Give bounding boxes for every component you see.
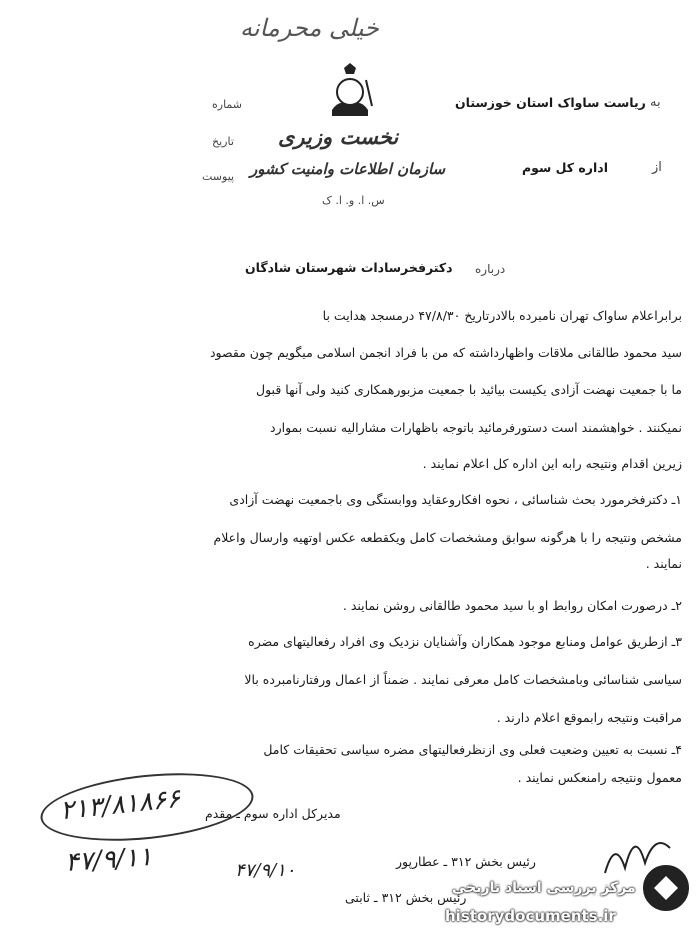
- item-1-line-3: نمایند .: [645, 556, 682, 571]
- watermark-line-1: مرکز بررسی اسناد تاریخی: [452, 880, 636, 896]
- label-date: تاریخ: [212, 135, 234, 148]
- lion-and-sun-emblem-icon: [322, 62, 378, 122]
- label-number: شماره: [212, 98, 243, 111]
- label-subject: درباره: [475, 262, 506, 276]
- body-line-2: سید محمود طالقانی ملاقات واظهارداشته که من با فراد انجمن اسلامی میگویم چون مقصود: [209, 345, 682, 360]
- item-3-line-2: سیاسی شناسائی وبامشخصات کامل معرفی نمایند . ضمناً از اعمال ورفتارنامبرده بالا: [244, 672, 682, 687]
- item-3-line-3: مراقبت ونتیجه رابموقع اعلام دارند .: [496, 710, 682, 725]
- label-attachment: پیوست: [202, 170, 235, 183]
- body-line-1: برابراعلام ساواک تهران نامبرده بالادرتاریخ ۴۷/۸/۳۰ درمسجد هدایت با: [322, 308, 682, 323]
- to-value: ریاست ساواک استان خوزستان: [455, 95, 646, 110]
- header-line-2: سازمان اطلاعات وامنیت کشور: [250, 160, 446, 178]
- body-line-4: نمیکنند . خواهشمند است دستورفرمائید باتوجه باظهارات مشارالیه نسبت بموارد: [270, 420, 682, 435]
- handwritten-date-note: ۴۷/۹/۱۰: [235, 860, 296, 881]
- body-line-5: زیرین اقدام ونتیجه رابه این اداره کل اعلام نمایند .: [422, 456, 682, 471]
- from-value: اداره کل سوم: [522, 160, 608, 175]
- department-head: رئیس بخش ۳۱۲ ـ عطارپور: [396, 854, 536, 869]
- body-line-3: ما با جمعیت نهضت آزادی یکیست بیائید با جمعیت مزبورهمکاری کنید ولی آنها قبول: [256, 382, 682, 397]
- header-code: س. ا. و. ا. ک: [322, 194, 385, 207]
- watermark-logo-icon: [640, 862, 692, 914]
- item-1-line-1: ۱ـ دکترفخرمورد بحث شناسائی ، نحوه افکاروعقاید ووابستگی وی باجمعیت نهضت آزادی: [229, 492, 682, 507]
- item-1-line-2: مشخص ونتیجه را با هرگونه سوابق ومشخصات کامل ویکقطعه عکس اوتهیه وارسال واعلام: [213, 530, 682, 545]
- header-line-1: نخست وزیری: [278, 124, 399, 149]
- item-4-line-2: معمول ونتیجه رامنعکس نمایند .: [517, 770, 682, 785]
- handwritten-reference-number: ۲۱۳/۸۱۸۶۶: [58, 783, 182, 827]
- watermark-line-2: historydocuments.ir: [445, 907, 616, 925]
- label-to: به: [650, 95, 661, 110]
- handwritten-margin-date: ۴۷/۹/۱۱: [64, 841, 154, 879]
- signature-title: مدیرکل اداره سوم ـ مقدم: [205, 806, 341, 821]
- classification-stamp: خیلی محرمانه: [240, 14, 379, 42]
- item-2-line-1: ۲ـ درصورت امکان روابط او با سید محمود طالقانی روشن نمایند .: [342, 598, 682, 613]
- subject-value: دکترفخرسادات شهرستان شادگان: [245, 260, 453, 275]
- item-3-line-1: ۳ـ ازطریق عوامل ومنابع موجود همکاران وآشنایان نزدیک وی افراد رفعالیتهای مضره: [248, 634, 682, 649]
- item-4-line-1: ۴ـ نسبت به تعیین وضعیت فعلی وی ازنظرفعالیتهای مضره سیاسی تحقیقات کامل: [263, 742, 682, 757]
- section-head: رئیس بخش ۳۱۲ ـ ثابتی: [345, 890, 467, 905]
- label-from: از: [652, 160, 662, 175]
